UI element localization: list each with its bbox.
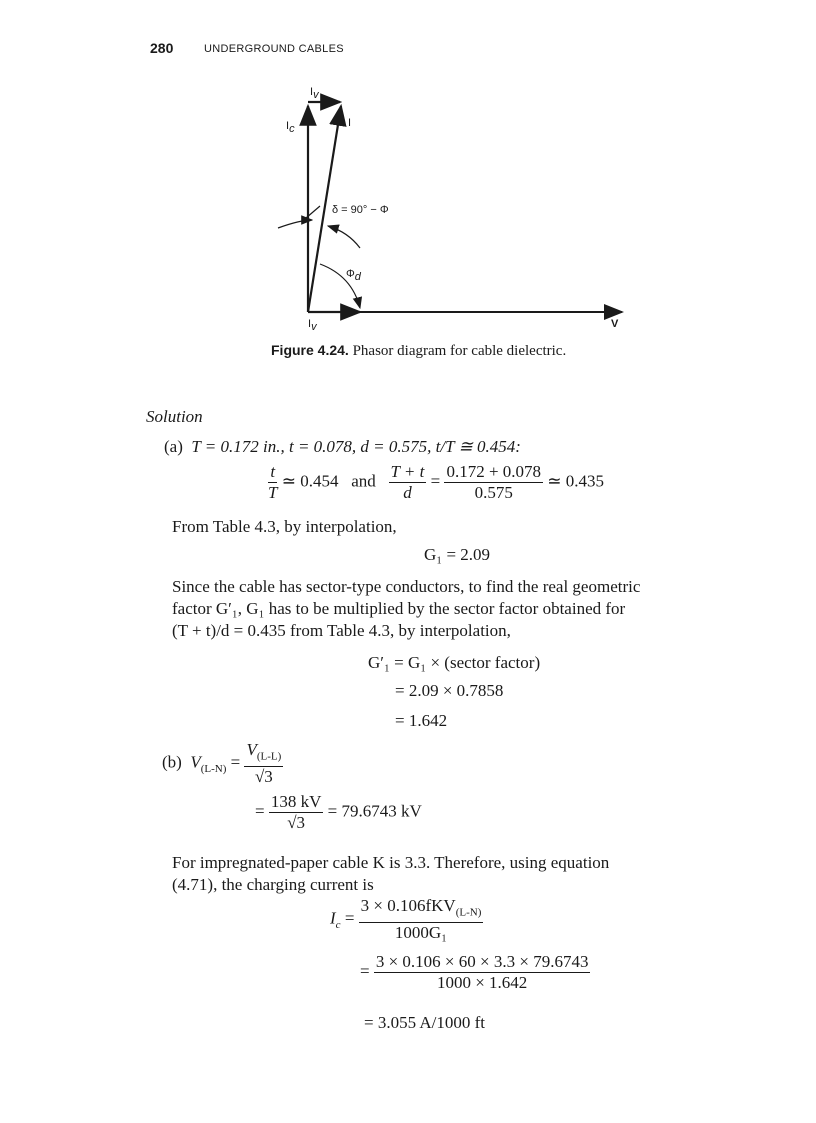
- label-v: V: [611, 318, 619, 330]
- delta-arc-left: [278, 220, 312, 228]
- delta-arc-right: [328, 226, 360, 248]
- figure-caption: [271, 342, 566, 360]
- label-i-total: I: [348, 117, 352, 129]
- part-a-ratios: $\frac{t}{T}$ ≃ 0.454 and $\frac{T + t}{d}$ = $\frac{0.172 + 0.078}{0.575}$ ≃ 0.435: [268, 462, 605, 502]
- part-a-given: (a) T = 0.172 in., t = 0.078, d = 0.575, t/T ≅ 0.454:: [164, 437, 521, 456]
- solution-heading: Solution: [146, 407, 203, 426]
- label-phi-d: $\Phi_d$: [346, 268, 361, 284]
- ic-formula: $I_c$ = $\frac{3 \times 0.106fKV_{(L-N)}}{\text{1000G₁}}$: [330, 896, 482, 943]
- label-ic: $I_c$: [286, 120, 295, 136]
- para-sector-2: factor G′₁, G₁ has to be multiplied by the sector factor obtained for: [172, 599, 626, 618]
- part-b-vln: (b) $V_{(L-N)}$ = $\frac{V_{(L-L)}}{√3}$: [162, 740, 282, 787]
- g1-prime-eq1: G′₁ = G₁ × (sector factor): [368, 653, 541, 672]
- para-paper-cable-1: For impregnated-paper cable K is 3.3. Therefore, using equation: [172, 853, 610, 872]
- part-b-vln-value: = $\frac{138 kV}{√3}$ = 79.6743 kV: [255, 792, 422, 832]
- para-sector-1: Since the cable has sector-type conductors, to find the real geometric: [172, 577, 641, 596]
- page-number: 280: [150, 40, 174, 56]
- g1-prime-eq3: = 1.642: [395, 711, 448, 730]
- ic-result: = 3.055 A/1000 ft: [364, 1013, 486, 1032]
- g1-value: G₁ = 2.09: [424, 545, 491, 564]
- g1-prime-eq2: = 2.09 × 0.7858: [395, 681, 504, 700]
- table-interp-line: From Table 4.3, by interpolation,: [172, 517, 397, 536]
- label-iv-top: $I_v$: [310, 86, 319, 102]
- para-paper-cable-2: (4.71), the charging current is: [172, 875, 374, 894]
- para-sector-3: (T + t)/d = 0.435 from Table 4.3, by interpolation,: [172, 621, 511, 640]
- phasor-diagram: [240, 80, 640, 340]
- running-title: UNDERGROUND CABLES: [204, 43, 344, 55]
- label-delta-eq: δ = 90° − Φ: [332, 204, 389, 216]
- caption-number: Figure 4.24.: [271, 342, 349, 358]
- ic-substituted: = $\frac{3 \times 0.106 \times 60 \times 3.3 \times 79.6743}{1000 \times 1.642}$: [360, 952, 589, 992]
- caption-text: Phasor diagram for cable dielectric.: [352, 343, 567, 359]
- label-iv-bottom: $I_v$: [308, 318, 317, 334]
